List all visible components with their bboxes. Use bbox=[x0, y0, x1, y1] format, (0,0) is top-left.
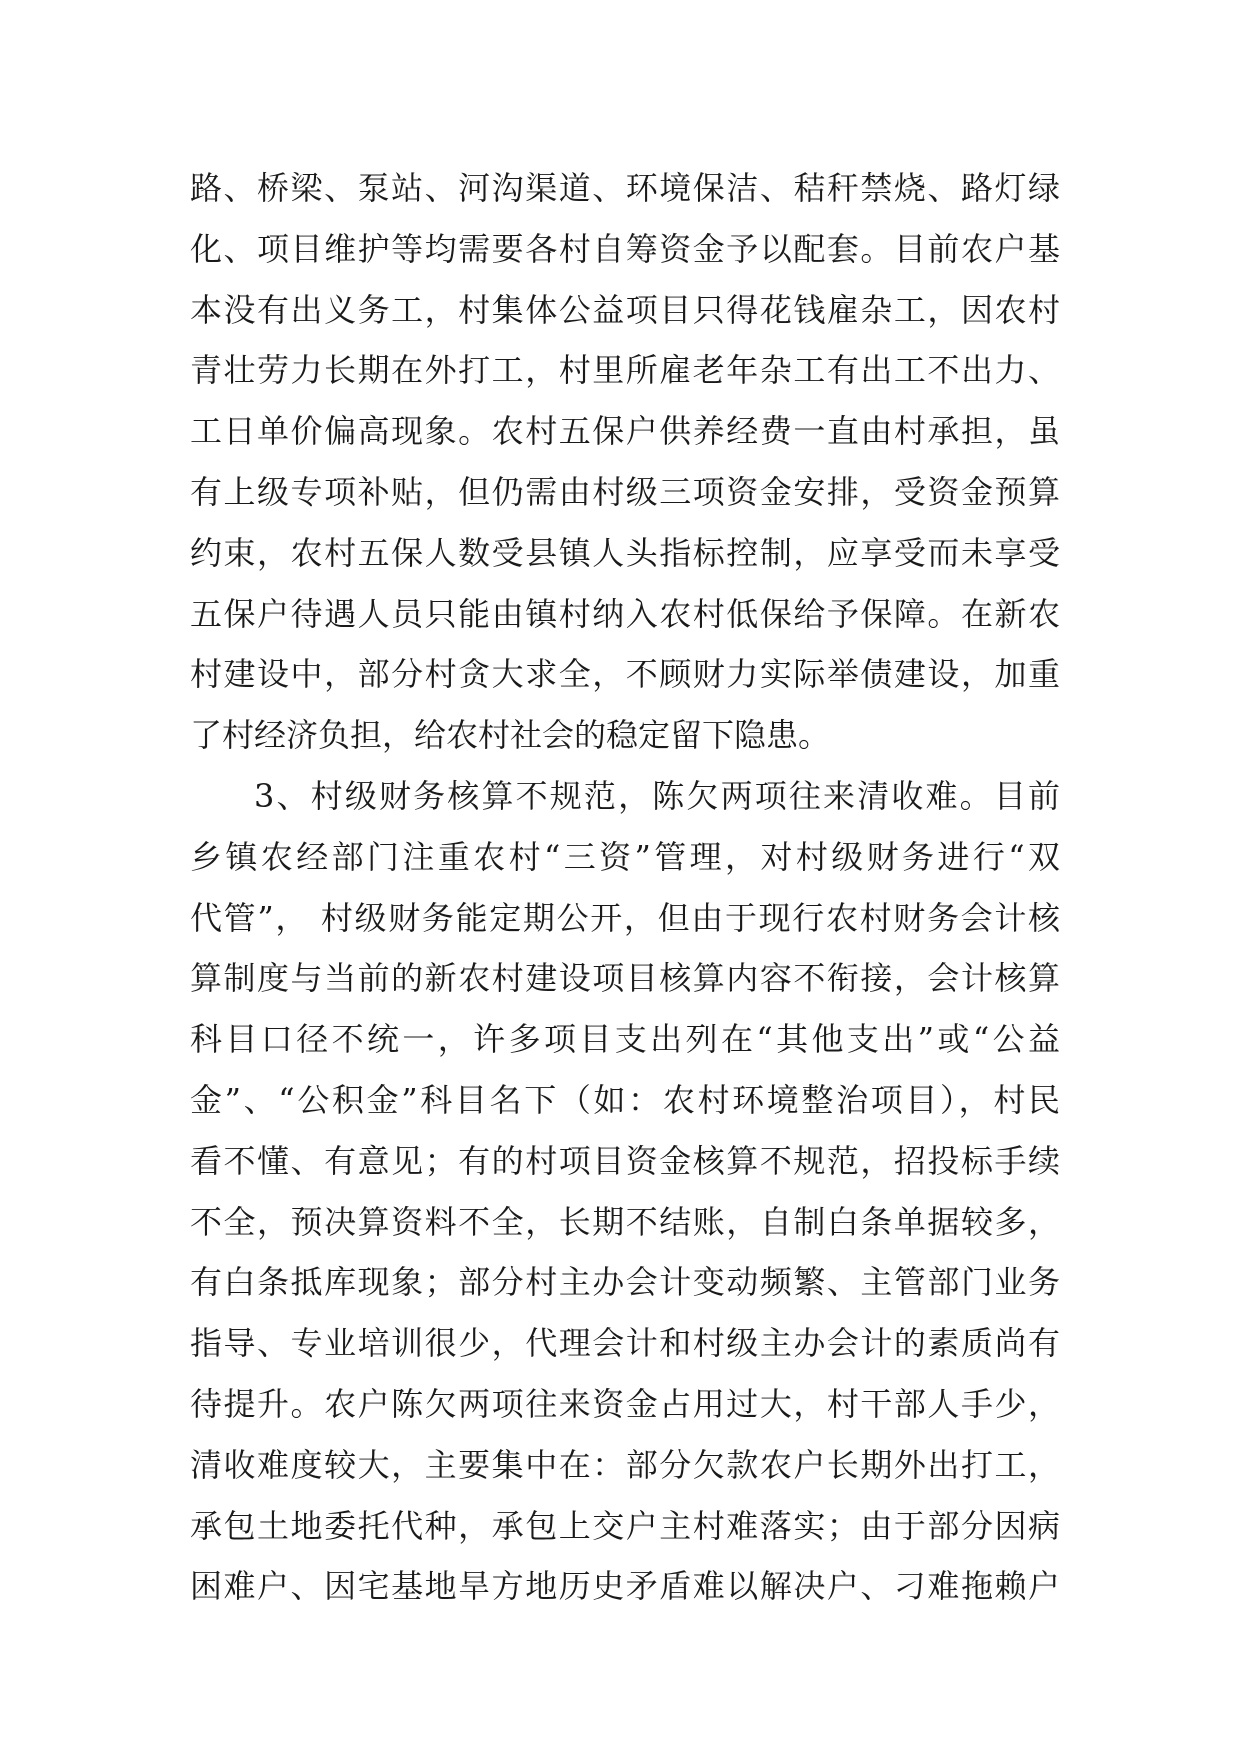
text-line: 指导、专业培训很少，代理会计和村级主办会计的素质尚有 bbox=[190, 1324, 1060, 1363]
text-line: 约束，农村五保人数受县镇人头指标控制，应享受而未享受 bbox=[190, 533, 1060, 572]
text-line: 化、项目维护等均需要各村自筹资金予以配套。目前农户基 bbox=[190, 229, 1060, 268]
body-text bbox=[190, 158, 1060, 1617]
text-line: 待提升。农户陈欠两项往来资金占用过大，村干部人手少， bbox=[190, 1384, 1060, 1423]
text-line: 路、桥梁、泵站、河沟渠道、环境保洁、秸秆禁烧、路灯绿 bbox=[190, 169, 1060, 207]
text-line: 工日单价偏高现象。农村五保户供养经费一直由村承担，虽 bbox=[190, 412, 1060, 451]
text-line: 承包土地委托代种，承包上交户主村难落实；由于部分因病 bbox=[190, 1506, 1060, 1545]
text-line: 五保户待遇人员只能由镇村纳入农村低保给予保障。在新农 bbox=[190, 594, 1060, 633]
text-line: 算制度与当前的新农村建设项目核算内容不衔接，会计核算 bbox=[190, 959, 1060, 998]
text-line: 清收难度较大，主要集中在：部分欠款农户长期外出打工， bbox=[190, 1445, 1060, 1484]
paragraph-end-line: 了村经济负担，给农村社会的稳定留下隐患。 bbox=[190, 716, 831, 755]
text-line: 看不懂、有意见；有的村项目资金核算不规范，招投标手续 bbox=[190, 1141, 1060, 1180]
text-line: 村建设中，部分村贪大求全，不顾财力实际举债建设，加重 bbox=[190, 655, 1060, 694]
text-line: 青壮劳力长期在外打工，村里所雇老年杂工有出工不出力、 bbox=[190, 351, 1060, 390]
text-line: 有白条抵库现象；部分村主办会计变动频繁、主管部门业务 bbox=[190, 1263, 1060, 1302]
text-line: 代管”， 村级财务能定期公开，但由于现行农村财务会计核 bbox=[190, 898, 1060, 937]
text-line: 困难户、因宅基地旱方地历史矛盾难以解决户、刁难拖赖户 bbox=[190, 1567, 1060, 1606]
text-line: 有上级专项补贴，但仍需由村级三项资金安排，受资金预算 bbox=[190, 472, 1060, 511]
text-line: 不全，预决算资料不全，长期不结账，自制白条单据较多， bbox=[190, 1202, 1060, 1241]
text-line: 乡镇农经部门注重农村“三资”管理，对村级财务进行“双 bbox=[190, 837, 1060, 876]
section-3-heading-line: 3、村级财务核算不规范，陈欠两项往来清收难。目前 bbox=[254, 776, 1060, 815]
text-line: 本没有出义务工，村集体公益项目只得花钱雇杂工，因农村 bbox=[190, 290, 1060, 329]
text-line: 金”、“公积金”科目名下（如：农村环境整治项目），村民 bbox=[190, 1080, 1060, 1119]
text-line: 科目口径不统一，许多项目支出列在“其他支出”或“公益 bbox=[190, 1020, 1060, 1059]
